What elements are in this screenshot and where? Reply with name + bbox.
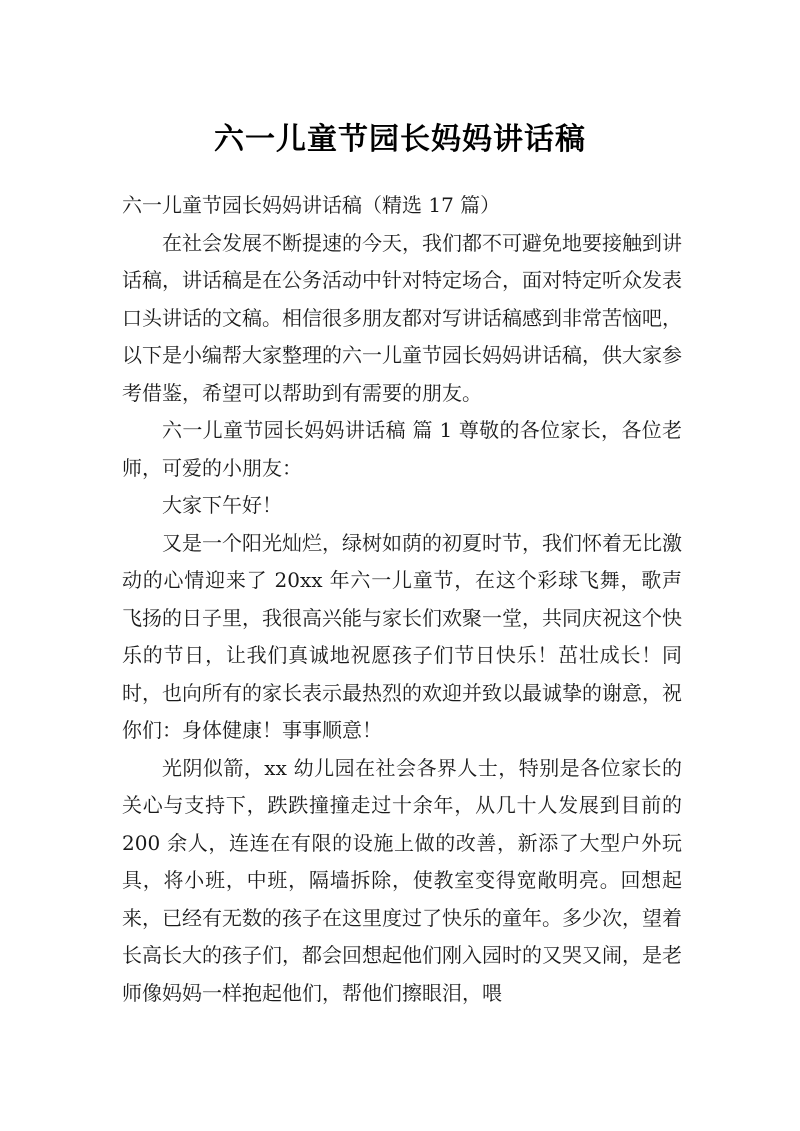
body-paragraph: 光阴似箭，xx 幼儿园在社会各界人士，特别是各位家长的关心与支持下，跌跌撞撞走过十余年，从几十人发展到目前的 200 余人，连连在有限的设施上做的改善，新添了大型户外玩具，将小班，中班，隔墙拆除，使教室变得宽敞明亮。回想起来，已经有无数的孩子在这里度过了快乐的童年。多少次，望着长高长大的孩子们，都会回想起他们刚入园时的又哭又闹，是老师像妈妈一样抱起他们，帮他们擦眼泪，喂	[122, 755, 682, 1005]
salutation-paragraph: 六一儿童节园长妈妈讲话稿 篇 1 尊敬的各位家长，各位老师，可爱的小朋友：	[122, 418, 682, 480]
subtitle-paragraph: 六一儿童节园长妈妈讲话稿（精选 17 篇）	[122, 193, 501, 217]
intro-paragraph: 在社会发展不断提速的今天，我们都不可避免地要接触到讲话稿，讲话稿是在公务活动中针对特定场合，面对特定听众发表口头讲话的文稿。相信很多朋友都对写讲话稿感到非常苦恼吧，以下是小编帮大家整理的六一儿童节园长妈妈讲话稿，供大家参考借鉴，希望可以帮助到有需要的朋友。	[122, 230, 682, 405]
greeting-paragraph: 大家下午好！	[162, 493, 282, 517]
document-title: 六一儿童节园长妈妈讲话稿	[214, 122, 586, 158]
document-body	[122, 187, 682, 1012]
body-paragraph: 又是一个阳光灿烂，绿树如荫的初夏时节，我们怀着无比激动的心情迎来了 20xx 年六一儿童节，在这个彩球飞舞，歌声飞扬的日子里，我很高兴能与家长们欢聚一堂，共同庆祝这个快乐的节日，让我们真诚地祝愿孩子们节日快乐！茁壮成长！同时，也向所有的家长表示最热烈的欢迎并致以最诚挚的谢意，祝你们：身体健康！事事顺意！	[122, 530, 682, 742]
